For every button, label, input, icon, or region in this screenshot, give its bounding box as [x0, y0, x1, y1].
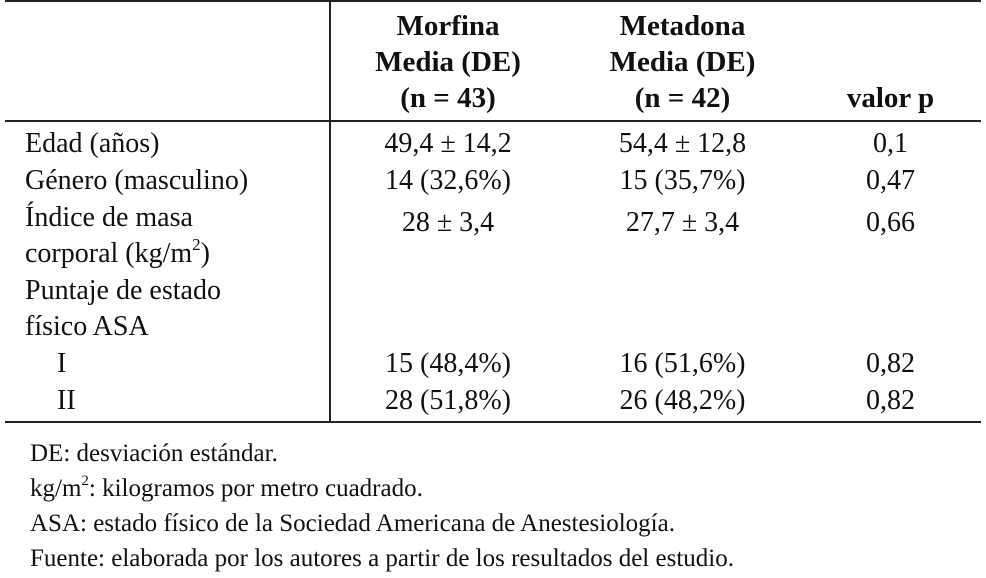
- header-morfina-stat: Media (DE): [375, 46, 521, 78]
- demographics-table: [5, 0, 981, 423]
- cell-morfina: 14 (32,6%): [385, 165, 511, 196]
- row-label: Edad (años): [5, 121, 330, 162]
- cell-metadona: 54,4 ± 12,8: [618, 128, 747, 159]
- superscript-2: 2: [81, 472, 89, 489]
- cell-p-value: 0,1: [873, 128, 908, 159]
- table-row-asa-ii: [5, 382, 981, 422]
- cell-empty: [565, 272, 800, 345]
- header-p-value: valor p: [800, 1, 981, 121]
- table-row-imc: [5, 199, 981, 272]
- cell-p-value: 0,66: [866, 207, 915, 238]
- header-empty-cell: [5, 1, 330, 121]
- cell-p-value: 0,82: [800, 382, 981, 422]
- table-row-edad: [5, 121, 981, 162]
- cell-morfina: 15 (48,4%): [385, 348, 511, 379]
- footnote-kg-prefix: kg/m: [30, 475, 82, 502]
- row-label-line1: Puntaje de estado: [25, 275, 221, 306]
- header-morfina-n: (n = 43): [400, 82, 496, 114]
- cell-p-value: 0,47: [866, 165, 915, 196]
- cell-metadona: 26 (48,2%): [565, 382, 800, 422]
- table-row-asa-i: [5, 345, 981, 382]
- footnote-de: DE: desviación estándar.: [30, 440, 278, 467]
- row-label-line2: físico ASA: [25, 311, 149, 342]
- header-metadona-n: (n = 42): [634, 82, 731, 114]
- cell-metadona: 15 (35,7%): [619, 165, 746, 196]
- row-label-close: ): [200, 238, 210, 269]
- row-label: II: [5, 382, 330, 422]
- demographics-table-container: [5, 0, 981, 423]
- cell-morfina: 28 (51,8%): [330, 382, 565, 422]
- table-row-genero: [5, 162, 981, 199]
- row-label-line2: corporal (kg/m: [25, 238, 193, 269]
- table-row-asa-heading: [5, 272, 981, 345]
- footnote-fuente: Fuente: elaborada por los autores a partir de los resultados del estudio.: [30, 545, 734, 572]
- table-footnotes: [30, 436, 734, 576]
- cell-morfina: 49,4 ± 14,2: [384, 128, 512, 159]
- header-morfina: [330, 1, 565, 121]
- cell-metadona: 27,7 ± 3,4: [625, 207, 740, 238]
- cell-metadona: 16 (51,6%): [619, 348, 746, 379]
- row-label: Género (masculino): [5, 162, 330, 199]
- table-header-row: [5, 1, 981, 121]
- row-label: [5, 272, 330, 345]
- cell-morfina: 28 ± 3,4: [401, 207, 495, 238]
- superscript-2: 2: [192, 234, 201, 254]
- header-metadona-title: Metadona: [619, 10, 746, 42]
- row-label: I: [5, 345, 330, 382]
- header-metadona: [565, 1, 800, 121]
- header-metadona-stat: Media (DE): [609, 46, 756, 78]
- row-label-line1: Índice de masa: [25, 202, 193, 233]
- footnote-kg-text: : kilogramos por metro cuadrado.: [88, 475, 423, 502]
- cell-empty: [800, 272, 981, 345]
- cell-empty: [330, 272, 565, 345]
- cell-p-value: 0,82: [866, 348, 915, 379]
- footnote-asa: ASA: estado físico de la Sociedad Americana de Anestesiología.: [30, 510, 675, 537]
- row-label: [5, 199, 330, 272]
- header-morfina-title: Morfina: [396, 10, 500, 42]
- footnote-kg: [30, 471, 734, 506]
